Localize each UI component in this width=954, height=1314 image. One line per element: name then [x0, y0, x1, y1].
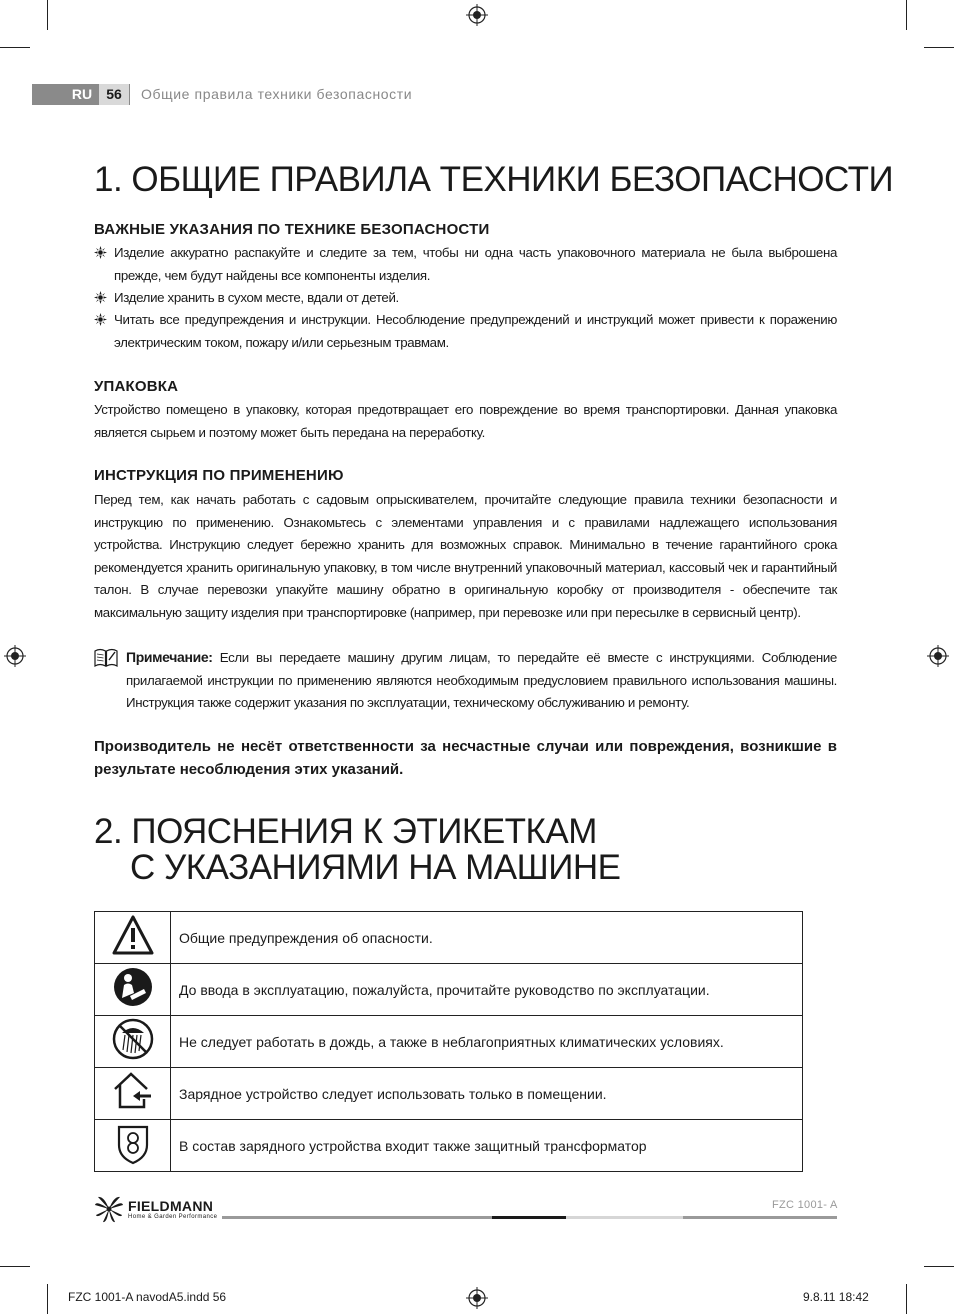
section1-title: 1. ОБЩИЕ ПРАВИЛА ТЕХНИКИ БЕЗОПАСНОСТИ	[94, 160, 894, 199]
symbol-description: До ввода в эксплуатацию, пожалуйста, прочитайте руководство по эксплуатации.	[171, 964, 803, 1016]
registration-mark-icon	[466, 1287, 488, 1309]
symbol-description: Зарядное устройство следует использовать только в помещении.	[171, 1068, 803, 1120]
footer-rule	[222, 1216, 492, 1219]
model-number: FZC 1001- A	[772, 1199, 838, 1211]
crop-mark	[924, 1266, 954, 1267]
language-code: RU	[71, 86, 93, 102]
warning-triangle-icon	[111, 913, 155, 957]
table-row	[95, 964, 803, 1016]
no-rain-icon	[111, 1017, 155, 1061]
flower-bullet-icon	[94, 291, 107, 304]
crop-mark	[0, 47, 30, 48]
crop-mark	[906, 1284, 907, 1314]
crop-mark	[47, 1284, 48, 1314]
read-manual-icon	[113, 967, 153, 1007]
safety-transformer-icon	[113, 1121, 153, 1165]
bullet-text: Читать все предупреждения и инструкции. Несоблюдение предупреждений и инструкций может привести к поражению электрическим током, пожару и/или серьезным травмам.	[114, 312, 837, 350]
packaging-text: Устройство помещено в упаковку, которая предотвращает его повреждение во время транспортировки. Данная упаковка является сырьем и поэтому может быть передана на переработку.	[94, 402, 837, 440]
footer-rule	[566, 1216, 683, 1219]
crop-mark	[906, 0, 907, 30]
bullet-text: Изделие аккуратно распакуйте и следите за тем, чтобы ни одна часть упаковочного материала не была выброшена прежде, чем будут найдены все компоненты изделия.	[114, 245, 837, 283]
brand-tagline: Home & Garden Performance	[128, 1214, 218, 1220]
registration-mark-icon	[4, 645, 26, 667]
symbol-cell	[95, 964, 171, 1016]
symbol-cell	[95, 1120, 171, 1172]
open-book-icon	[94, 648, 118, 668]
footer-rule	[492, 1216, 566, 1219]
crop-mark	[0, 1266, 30, 1267]
table-row	[95, 912, 803, 964]
symbol-cell	[95, 1068, 171, 1120]
symbol-description: В состав зарядного устройства входит также защитный трансформатор	[171, 1120, 803, 1172]
symbol-description: Не следует работать в дождь, а также в неблагоприятных климатических условиях.	[171, 1016, 803, 1068]
bullet-text: Изделие хранить в сухом месте, вдали от детей.	[114, 290, 399, 305]
fieldmann-logo-icon	[94, 1195, 124, 1223]
print-slug-date: 9.8.11 18:42	[803, 1290, 869, 1304]
flower-bullet-icon	[94, 313, 107, 326]
symbols-table	[94, 911, 803, 1172]
flower-bullet-icon	[94, 246, 107, 259]
note-label: Примечание:	[126, 649, 213, 665]
brand-name: FIELDMANN	[128, 1198, 214, 1214]
disclaimer: Производитель не несёт ответственности за несчастные случаи или повреждения, возникшие в результате несоблюдения этих указаний.	[94, 738, 837, 778]
symbol-cell	[95, 912, 171, 964]
registration-mark-icon	[466, 4, 488, 26]
indoor-use-icon	[111, 1069, 155, 1113]
section2-title-line1: 2. ПОЯСНЕНИЯ К ЭТИКЕТКАМ	[94, 812, 597, 851]
registration-mark-icon	[927, 645, 949, 667]
section2-title-line2: С УКАЗАНИЯМИ НА МАШИНЕ	[130, 848, 621, 887]
symbol-cell	[95, 1016, 171, 1068]
packaging-heading: УПАКОВКА	[94, 378, 179, 395]
table-row	[95, 1120, 803, 1172]
running-title: Общие правила техники безопасности	[141, 86, 413, 102]
note-paragraph	[126, 646, 837, 715]
usage-text: Перед тем, как начать работать с садовым опрыскивателем, прочитайте следующие правила техники безопасности и инструкцию по применению. Ознакомьтесь с элементами управления и с правилами надлежащего использования устройства. Инструкцию следует бережно хранить для возможных справок. Минимально в течение гарантийного срока рекомендуется хранить оригинальную упаковку, в том числе внутренний упаковочный материал, кассовый чек и гарантийный талон. В случае перевозки упакуйте машину обратно в оригинальную коробку от производителя - обеспечите так максимальную защиту изделия при транспортировке (например, при перевозке или при пересылке в сервисный центр).	[94, 492, 837, 620]
safety-heading: ВАЖНЫЕ УКАЗАНИЯ ПО ТЕХНИКЕ БЕЗОПАСНОСТИ	[94, 221, 490, 238]
symbol-description: Общие предупреждения об опасности.	[171, 912, 803, 964]
footer-rule	[683, 1216, 837, 1219]
usage-heading: ИНСТРУКЦИЯ ПО ПРИМЕНЕНИЮ	[94, 467, 344, 484]
table-row	[95, 1016, 803, 1068]
list-item	[94, 287, 837, 310]
page-number: 56	[99, 84, 129, 105]
list-item	[94, 309, 837, 354]
table-row	[95, 1068, 803, 1120]
print-slug-file: FZC 1001-A navodA5.indd 56	[68, 1290, 227, 1304]
note-text: Если вы передаете машину другим лицам, то передайте её вместе с инструкциями. Соблюдение прилагаемой инструкции по применению являются необходимым предусловием правильного использования машины. Инструкция также содержит указания по эксплуатации, техническому обслуживанию и ремонту.	[126, 650, 837, 710]
crop-mark	[924, 47, 954, 48]
crop-mark	[47, 0, 48, 30]
list-item	[94, 242, 837, 287]
